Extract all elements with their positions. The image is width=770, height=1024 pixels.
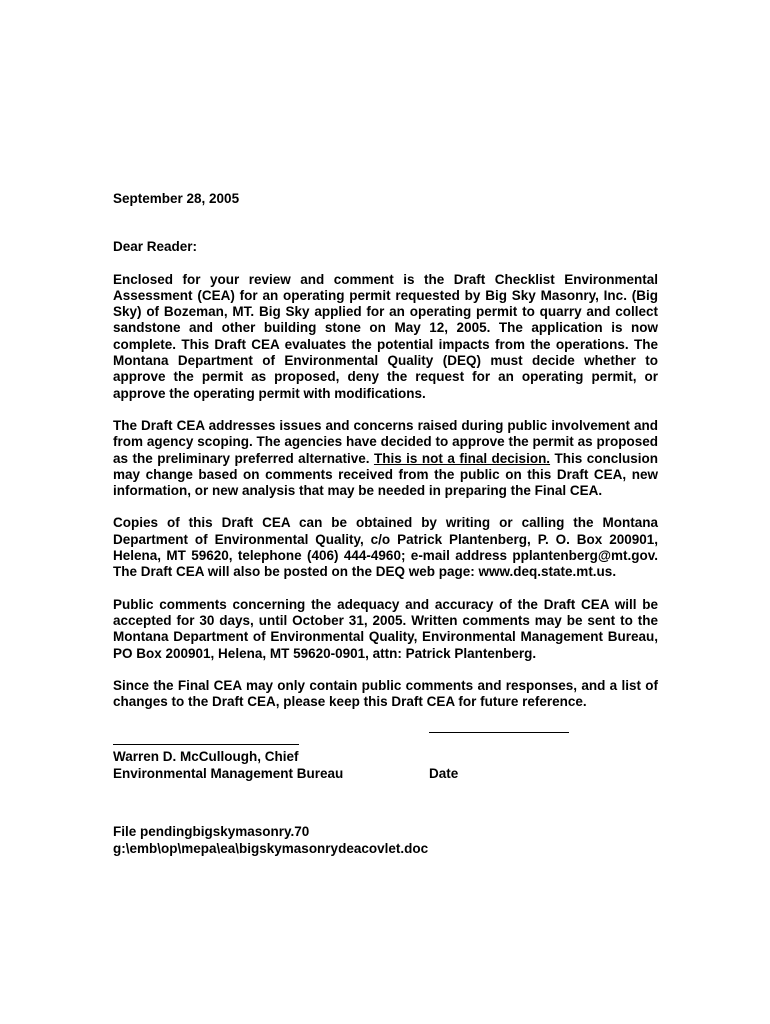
signer-title: Environmental Management Bureau [113, 766, 344, 782]
paragraph-2-text-end: This conclusion may change based on comments received from the public on this Draft CEA, new information, or new analysis that may be needed in preparing the Final CEA. [113, 450, 659, 499]
signer-name: Warren D. McCullough, Chief [113, 749, 299, 765]
letter-body [113, 191, 658, 857]
paragraph-5: Since the Final CEA may only contain public comments and responses, and a list of changes to the Draft CEA, please keep this Draft CEA for future reference. [113, 677, 658, 710]
not-final-decision-text: This is not a final decision. [373, 450, 551, 466]
date-line [429, 732, 569, 733]
salutation: Dear Reader: [113, 239, 198, 255]
signature-line [113, 744, 299, 745]
paragraph-2-text-start: The Draft CEA addresses issues and concerns raised during public involvement and from agency scoping. The agencies have decided to approve the permit as proposed as the preliminary preferred alternative. [113, 417, 658, 466]
paragraph-1: Enclosed for your review and comment is the Draft Checklist Environmental Assessment (CEA) for an operating permit requested by Big Sky Masonry, Inc. (Big Sky) of Bozeman, MT. Big Sky applied for an operating permit to quarry and collect sandstone and other building stone on May 12, 2005. The application is now complete. This Draft CEA evaluates the potential impacts from the operations. The Montana Department of Environmental Quality (DEQ) must decide whether to approve the permit as proposed, deny the request for an operating permit, or approve the operating permit with modifications. [113, 271, 658, 401]
paragraph-2 [113, 418, 658, 499]
letter-date: September 28, 2005 [113, 191, 240, 206]
paragraph-3: Copies of this Draft CEA can be obtained by writing or calling the Montana Department of Environmental Quality, c/o Patrick Plantenberg, P. O. Box 200901, Helena, MT 59620, telephone (406) 444-4960; e-mail address pplantenberg@mt.gov. The Draft CEA will also be posted on the DEQ web page: www.deq.state.mt.us. [113, 515, 658, 580]
file-name: File pendingbigskymasonry.70 [113, 824, 310, 840]
signature-block [113, 744, 658, 824]
file-reference [113, 824, 658, 857]
paragraph-4: Public comments concerning the adequacy and accuracy of the Draft CEA will be accepted for 30 days, until October 31, 2005. Written comments may be sent to the Montana Department of Environmental Quality, Environmental Management Bureau, PO Box 200901, Helena, MT 59620-0901, attn: Patrick Plantenberg. [113, 596, 658, 661]
date-label: Date [429, 766, 459, 782]
file-path: g:\emb\op\mepa\ea\bigskymasonrydeacovlet.doc [113, 840, 429, 856]
